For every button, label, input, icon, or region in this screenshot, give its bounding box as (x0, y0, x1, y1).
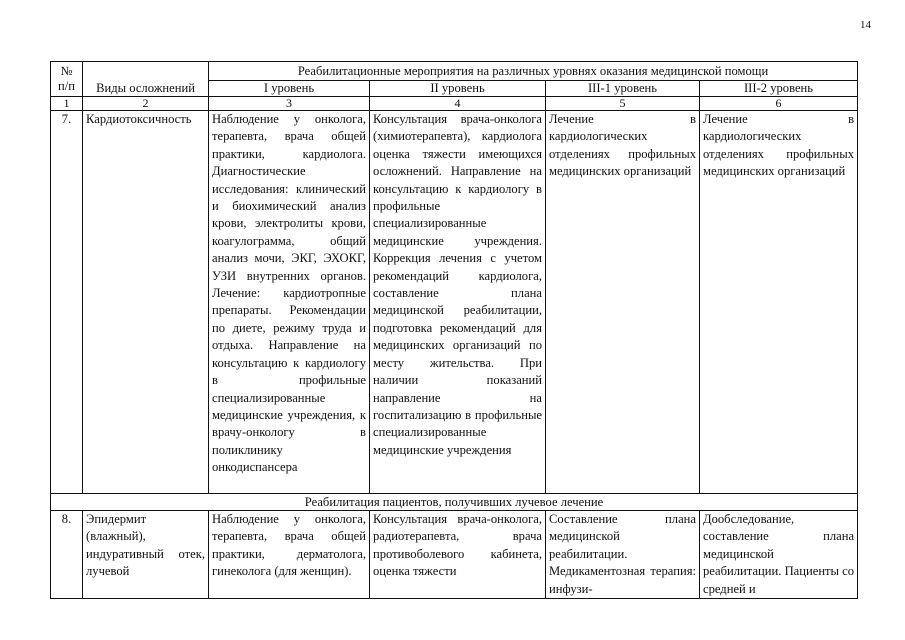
column-number: 5 (546, 97, 700, 111)
level-1-measures: Наблюдение у онколога, терапевта, врача общей практики, кардиолога. Диагностические исследования: клинический и биохимический анализ крови, электролиты крови, коагулограмма, общий анализ мочи, ЭКГ, ЭХОКГ, УЗИ внутренних органов. Лечение: кардиотропные препараты. Рекомендации по диете, режиму труда и отдыха. Направление на консультацию к кардиологу в профильные специализированные медицинские учреждения, к врачу-онкологу в поликлинику онкодиспансера (209, 111, 370, 494)
complication-name: Эпидермит (влажный), индуративный отек, лучевой (83, 511, 209, 599)
column-number: 2 (83, 97, 209, 111)
column-number: 1 (51, 97, 83, 111)
rehabilitation-table (50, 61, 858, 599)
column-number: 6 (700, 97, 858, 111)
header-num: № п/п (51, 62, 83, 97)
header-level-2: II уровень (370, 81, 546, 97)
level-3-1-measures: Составление плана медицинской реабилитации. Медикаментозная терапия: инфузи- (546, 511, 700, 599)
row-number: 8. (51, 511, 83, 599)
page-number: 14 (860, 19, 871, 31)
level-2-measures: Консультация врача-онколога (химиотерапевта), кардиолога оценка тяжести имеющихся осложнений. Направление на консультацию к кардиологу в профильные специализированные медицинские учреждения. Коррекция лечения с учетом рекомендаций кардиолога, составление плана медицинской реабилитации, подготовка рекомендаций для медицинских организаций по месту жительства. При наличии показаний направление на госпитализацию в профильные специализированные медицинские учреждения (370, 111, 546, 494)
level-3-1-measures: Лечение в кардиологических отделениях профильных медицинских организаций (546, 111, 700, 494)
header-complication: Виды осложнений (83, 62, 209, 97)
header-level-1: I уровень (209, 81, 370, 97)
header-level-3-2: III-2 уровень (700, 81, 858, 97)
header-rehab-group: Реабилитационные мероприятия на различных уровнях оказания медицинской помощи (209, 62, 858, 81)
table-row (51, 111, 858, 494)
level-3-2-measures: Лечение в кардиологических отделениях профильных медицинских организаций (700, 111, 858, 494)
table-row (51, 511, 858, 599)
column-number: 4 (370, 97, 546, 111)
level-2-measures: Консультация врача-онколога, радиотерапевта, врача противоболевого кабинета, оценка тяжести (370, 511, 546, 599)
level-3-2-measures: Дообследование, составление плана медицинской реабилитации. Пациенты со средней и (700, 511, 858, 599)
document-sheet (50, 61, 857, 596)
section-title: Реабилитация пациентов, получивших лучевое лечение (51, 494, 858, 511)
level-1-measures: Наблюдение у онколога, терапевта, врача общей практики, дерматолога, гинеколога (для женщин). (209, 511, 370, 599)
complication-name: Кардиотоксичность (83, 111, 209, 494)
column-number: 3 (209, 97, 370, 111)
row-number: 7. (51, 111, 83, 494)
header-level-3-1: III-1 уровень (546, 81, 700, 97)
